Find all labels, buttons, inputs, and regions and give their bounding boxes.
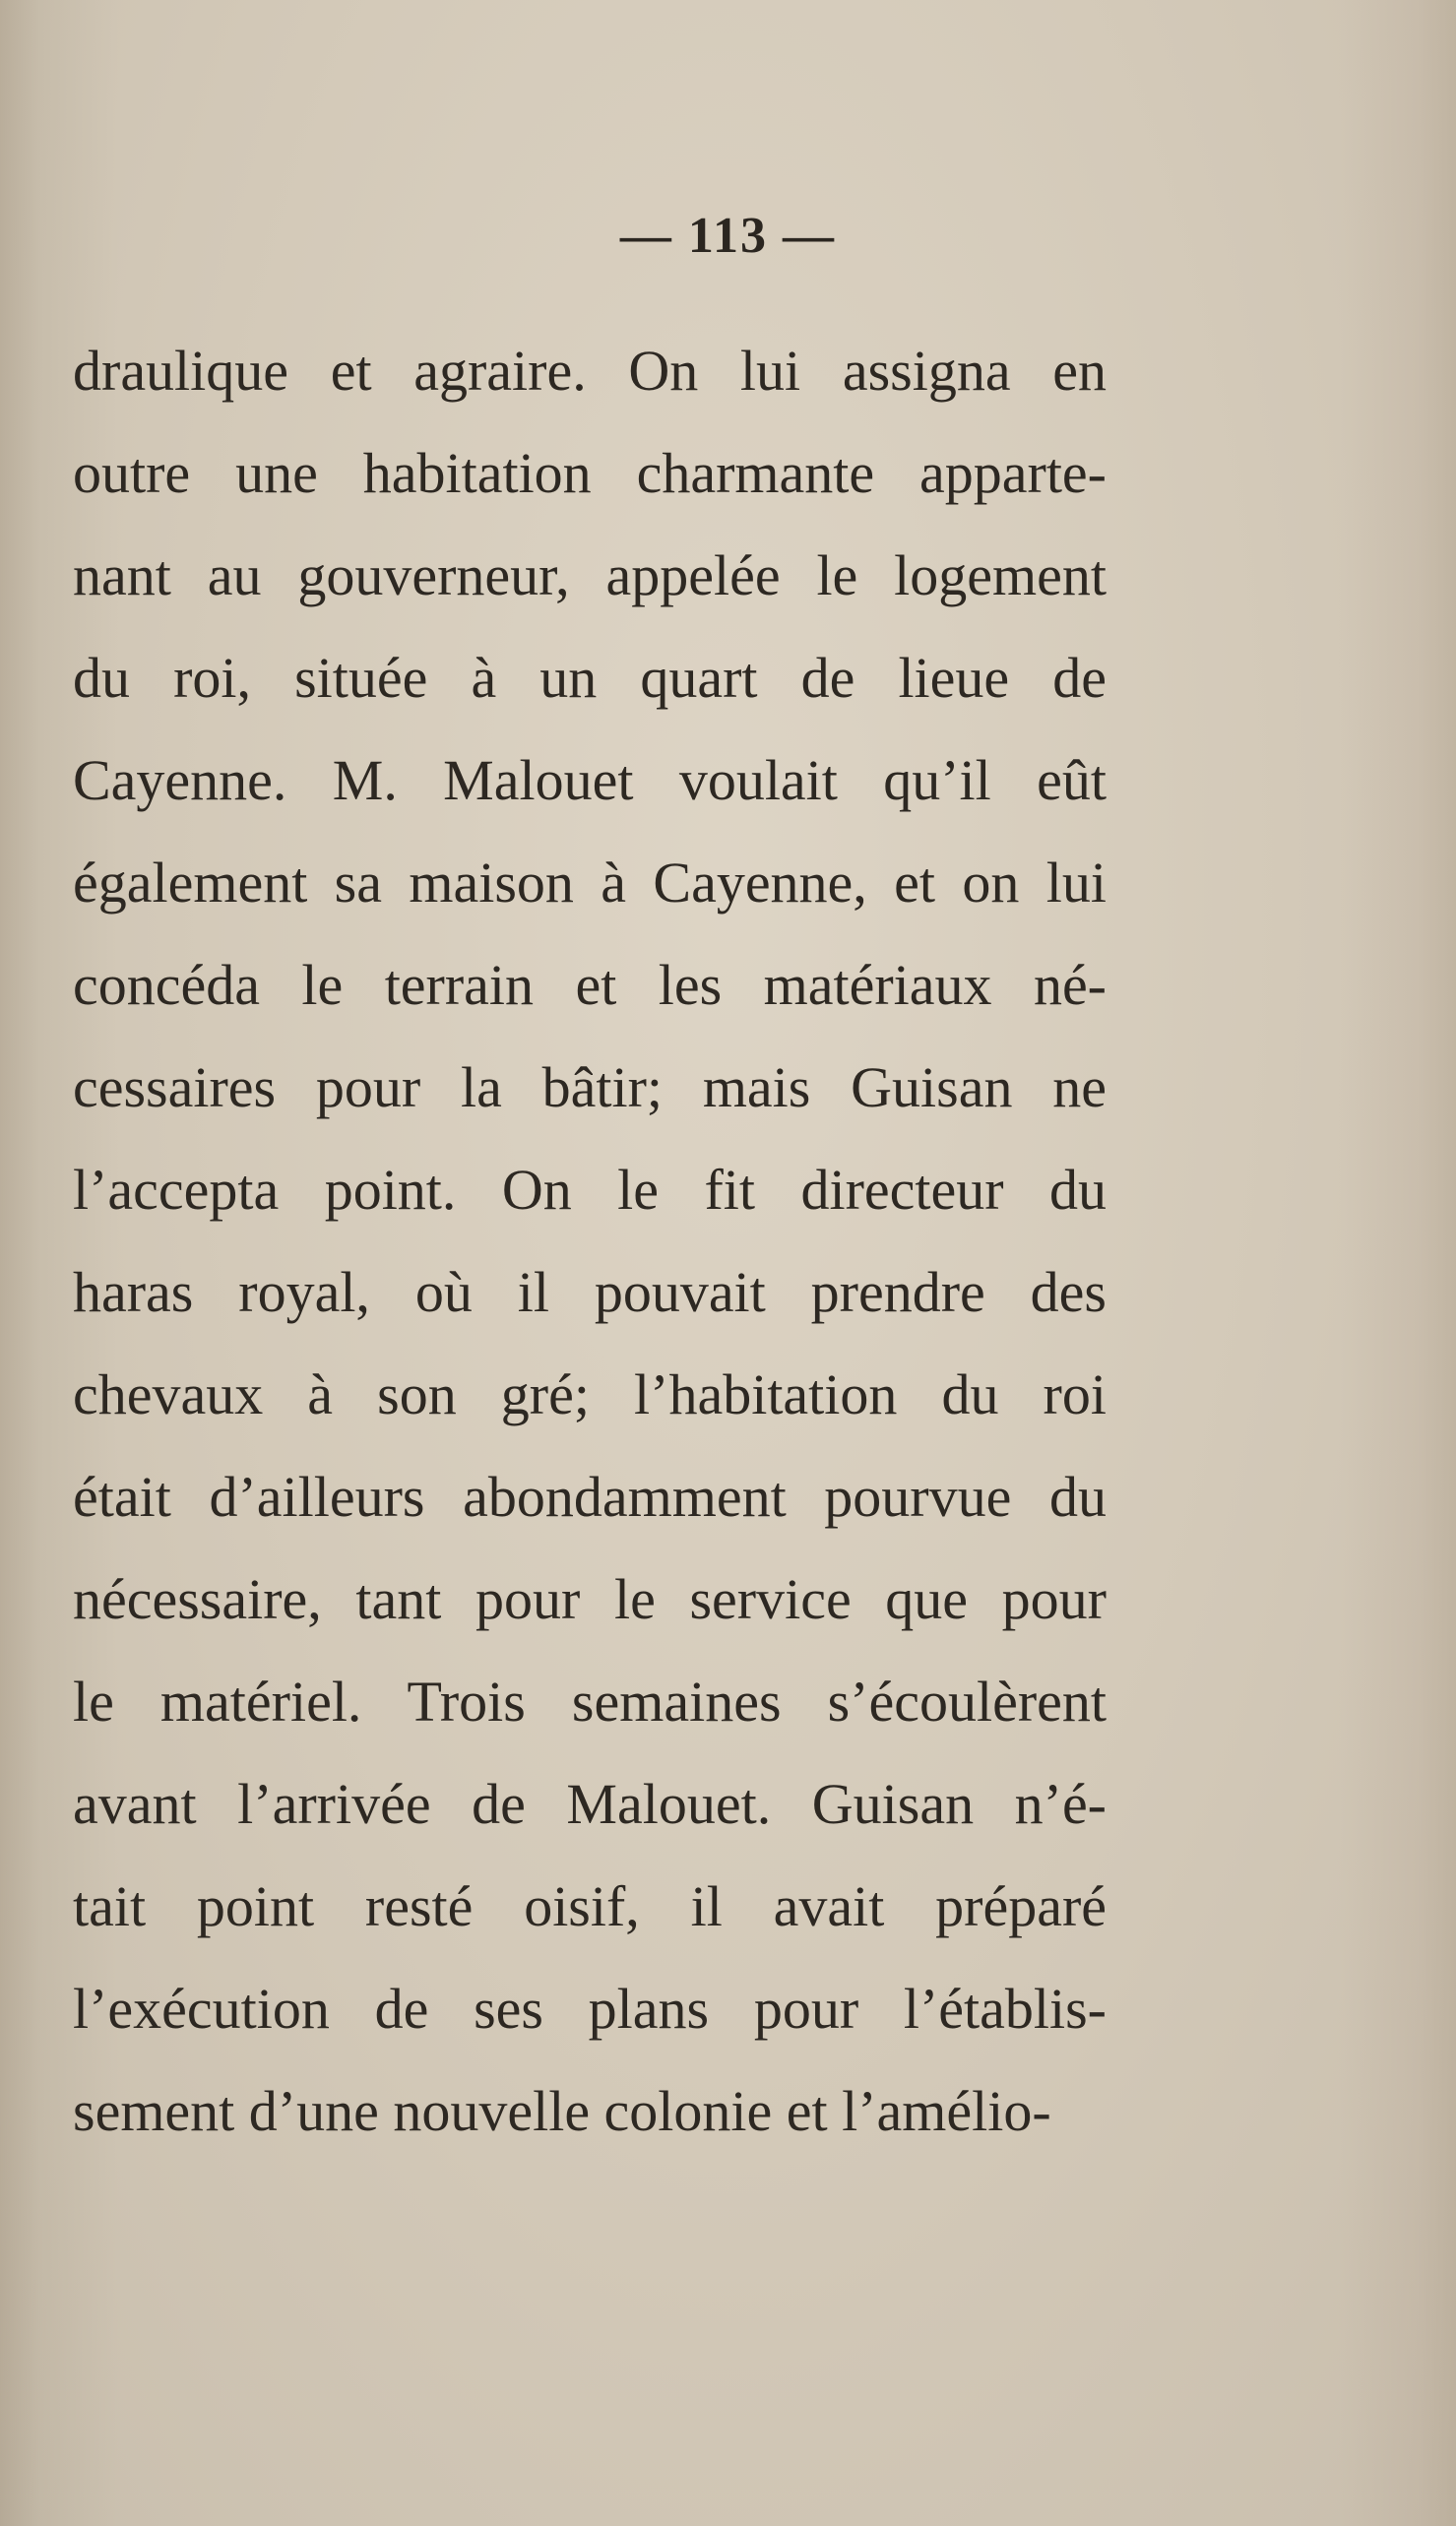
body-text bbox=[73, 320, 1107, 2163]
text-line: du roi, située à un quart de lieue de bbox=[73, 646, 1107, 710]
text-line: draulique et agraire. On lui assigna en bbox=[73, 339, 1107, 403]
text-line: le matériel. Trois semaines s’écoulèrent bbox=[73, 1670, 1107, 1734]
text-line: également sa maison à Cayenne, et on lui bbox=[73, 851, 1107, 915]
text-line: Cayenne. M. Malouet voulait qu’il eût bbox=[73, 748, 1107, 812]
text-line: haras royal, où il pouvait prendre des bbox=[73, 1260, 1107, 1324]
text-line: l’exécution de ses plans pour l’établis- bbox=[73, 1977, 1107, 2041]
text-line: concéda le terrain et les matériaux né- bbox=[73, 953, 1107, 1017]
text-line: avant l’arrivée de Malouet. Guisan n’é- bbox=[73, 1772, 1107, 1836]
text-line: sement d’une nouvelle colonie et l’amélio- bbox=[73, 2079, 1051, 2143]
text-line: chevaux à son gré; l’habitation du roi bbox=[73, 1362, 1107, 1426]
text-line: l’accepta point. On le fit directeur du bbox=[73, 1158, 1107, 1222]
text-line: nécessaire, tant pour le service que pour bbox=[73, 1567, 1107, 1631]
text-line: était d’ailleurs abondamment pourvue du bbox=[73, 1465, 1107, 1529]
text-line: tait point resté oisif, il avait préparé bbox=[73, 1874, 1107, 1938]
text-line: cessaires pour la bâtir; mais Guisan ne bbox=[73, 1055, 1107, 1119]
text-line: nant au gouverneur, appelée le logement bbox=[73, 543, 1107, 607]
page-number: — 113 — bbox=[619, 208, 837, 264]
text-line: outre une habitation charmante apparte- bbox=[73, 441, 1107, 505]
